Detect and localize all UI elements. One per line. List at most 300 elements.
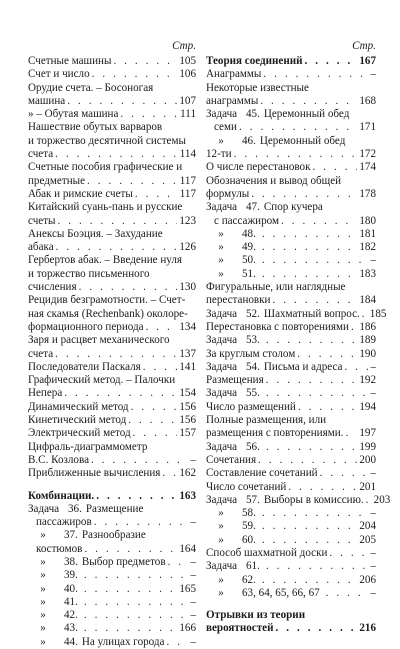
leader-dots bbox=[262, 520, 357, 533]
leader-dots bbox=[168, 556, 189, 569]
toc-entry[interactable] bbox=[28, 201, 196, 214]
entry-page: 162 bbox=[179, 467, 196, 480]
toc-entry[interactable] bbox=[206, 121, 376, 134]
entry-prefix: » bbox=[40, 609, 46, 622]
toc-entry[interactable] bbox=[206, 361, 376, 374]
leader-dots bbox=[162, 467, 177, 480]
entry-page: 174 bbox=[359, 161, 376, 174]
toc-entry[interactable] bbox=[28, 622, 196, 635]
entry-page: – bbox=[370, 360, 376, 373]
entry-page: 156 bbox=[179, 400, 196, 413]
entry-page: – bbox=[370, 254, 376, 267]
entry-number: 43. bbox=[64, 622, 78, 635]
entry-title: » – Обутая машина bbox=[28, 108, 119, 121]
entry-page: 165 bbox=[179, 582, 196, 595]
entry-prefix: Задача bbox=[206, 334, 238, 347]
entry-title: Счетные машины bbox=[28, 55, 112, 67]
entry-number: 36. bbox=[68, 502, 82, 515]
leader-dots bbox=[234, 148, 358, 161]
entry-title: Рецидив безграмотности. – Счет- bbox=[28, 294, 186, 307]
entry-page: – bbox=[370, 507, 376, 520]
leader-dots bbox=[262, 574, 357, 587]
entry-page: – bbox=[190, 516, 196, 529]
leader-dots bbox=[84, 583, 177, 596]
leader-dots bbox=[262, 228, 357, 241]
entry-number: 58. bbox=[242, 507, 256, 520]
entry-title: размещения с повторениями. bbox=[206, 427, 344, 440]
leader-dots bbox=[143, 361, 178, 374]
toc-entry[interactable] bbox=[28, 374, 196, 387]
entry-title: Фигуральные, или наглядные bbox=[206, 281, 346, 294]
toc-entry[interactable] bbox=[206, 148, 376, 161]
leader-dots bbox=[84, 596, 189, 609]
entry-title: Разнообразие bbox=[81, 529, 146, 542]
section-heading-probability-line1[interactable] bbox=[206, 609, 376, 622]
entry-number: 50. bbox=[242, 254, 256, 267]
toc-entry[interactable] bbox=[206, 587, 376, 600]
entry-title: Анексы Боэция. – Захудание bbox=[28, 227, 163, 240]
toc-entry[interactable] bbox=[28, 241, 196, 254]
entry-number: 39. bbox=[64, 569, 78, 582]
leader-dots bbox=[92, 68, 178, 81]
leader-dots bbox=[266, 387, 369, 400]
toc-left-column bbox=[28, 40, 196, 649]
toc-entry[interactable] bbox=[28, 361, 196, 374]
entry-page: – bbox=[190, 635, 196, 648]
page-column-header: Стр. bbox=[352, 40, 376, 52]
entry-page: 105 bbox=[179, 55, 196, 67]
toc-entry[interactable] bbox=[206, 348, 376, 361]
toc-entry[interactable] bbox=[206, 560, 376, 573]
leader-dots bbox=[64, 387, 177, 400]
toc-entry[interactable] bbox=[28, 308, 196, 321]
toc-entry[interactable] bbox=[206, 268, 376, 281]
toc-entry[interactable] bbox=[206, 493, 391, 507]
toc-entry[interactable] bbox=[28, 175, 196, 188]
section-page: 216 bbox=[359, 622, 376, 635]
leader-dots bbox=[276, 622, 358, 635]
toc-entry[interactable] bbox=[28, 95, 196, 108]
entry-title: Непера bbox=[28, 387, 63, 400]
entry-title: с пассажиром bbox=[214, 214, 279, 227]
leader-dots bbox=[131, 401, 178, 414]
entry-title: Последователи Паскаля bbox=[28, 360, 141, 373]
entry-title: Приближенные вычисления bbox=[28, 467, 161, 480]
entry-title: Электрический метод bbox=[28, 427, 131, 440]
toc-entry[interactable] bbox=[28, 609, 196, 622]
leader-dots bbox=[55, 148, 178, 161]
toc-entry[interactable] bbox=[28, 454, 196, 467]
entry-number: 41. bbox=[64, 595, 78, 608]
leader-dots bbox=[263, 68, 368, 81]
leader-dots bbox=[128, 414, 177, 427]
entry-title: Способ шахматной доски bbox=[206, 546, 328, 559]
entry-title: Заря и расцвет механического bbox=[28, 334, 170, 347]
entry-title: анаграммы bbox=[206, 94, 259, 107]
leader-dots bbox=[84, 609, 189, 622]
toc-entry[interactable] bbox=[28, 569, 196, 582]
entry-title: Полные размещения, или bbox=[206, 414, 327, 427]
entry-page: 172 bbox=[359, 148, 376, 161]
leader-dots bbox=[113, 55, 177, 68]
entry-prefix: » bbox=[218, 254, 224, 267]
leader-dots bbox=[79, 281, 178, 294]
toc-entry[interactable] bbox=[206, 108, 376, 121]
section-title-cont: вероятностей bbox=[206, 622, 274, 635]
leader-dots bbox=[135, 188, 178, 201]
entry-page: 199 bbox=[359, 440, 376, 453]
entry-page: – bbox=[370, 467, 376, 480]
entry-prefix: » bbox=[218, 507, 224, 520]
entry-number: 53. bbox=[246, 334, 260, 347]
entry-page: 203 bbox=[373, 493, 391, 506]
leader-dots bbox=[87, 175, 178, 188]
toc-entry[interactable] bbox=[28, 414, 196, 427]
toc-entry[interactable] bbox=[28, 401, 196, 414]
toc-entry[interactable] bbox=[28, 636, 196, 649]
toc-entry[interactable] bbox=[206, 201, 376, 214]
entry-page: 205 bbox=[359, 533, 376, 546]
combinations-entries bbox=[28, 503, 196, 649]
entry-title: машина bbox=[28, 94, 66, 107]
entry-title: счета bbox=[28, 347, 54, 360]
toc-entry[interactable] bbox=[28, 543, 196, 556]
toc-entry[interactable] bbox=[206, 188, 376, 201]
entry-title: формационного периода bbox=[28, 320, 144, 333]
entry-page: 180 bbox=[359, 214, 376, 227]
entry-title: Некоторые известные bbox=[206, 81, 309, 94]
toc-right-column bbox=[206, 40, 391, 649]
entry-number: 45. bbox=[246, 108, 260, 121]
entry-number: 52. bbox=[246, 307, 260, 320]
entry-prefix: » bbox=[218, 134, 224, 147]
entry-page: – bbox=[370, 560, 376, 573]
entry-title: Счет и число bbox=[28, 68, 90, 81]
entry-page: 200 bbox=[359, 453, 376, 466]
entry-title: Обозначения и вывод общей bbox=[206, 174, 342, 187]
toc-entry[interactable] bbox=[206, 387, 376, 400]
entry-prefix: » bbox=[40, 555, 46, 568]
leader-dots bbox=[366, 494, 372, 507]
toc-entry[interactable] bbox=[28, 108, 196, 121]
entry-prefix: Задача bbox=[28, 502, 60, 515]
entry-title: Число размещений bbox=[206, 400, 296, 413]
leader-dots bbox=[329, 547, 368, 560]
leader-dots bbox=[266, 560, 369, 573]
entry-page: 185 bbox=[369, 307, 387, 320]
entry-title: Анаграммы bbox=[206, 68, 262, 81]
entry-prefix: Задача bbox=[206, 201, 238, 214]
entry-page: 117 bbox=[179, 174, 196, 187]
entry-title: семи bbox=[214, 121, 237, 134]
entry-title: 12-ти bbox=[206, 148, 232, 161]
entry-title: Церемонный обед bbox=[263, 108, 350, 121]
toc-entry[interactable] bbox=[28, 55, 196, 68]
leader-dots bbox=[262, 254, 369, 267]
entry-number: 48. bbox=[242, 227, 256, 240]
entry-title: предметные bbox=[28, 174, 86, 187]
leader-dots bbox=[84, 543, 177, 556]
entry-number: 37. bbox=[64, 529, 78, 542]
toc-entry[interactable] bbox=[206, 95, 376, 108]
leader-dots bbox=[266, 441, 357, 454]
entry-number: 46. bbox=[242, 134, 256, 147]
entry-page: 197 bbox=[359, 427, 376, 440]
entry-page: 181 bbox=[359, 227, 376, 240]
toc-entry[interactable] bbox=[206, 467, 376, 480]
entry-title: Выбор предметов bbox=[81, 555, 166, 568]
entry-prefix: » bbox=[218, 573, 224, 586]
toc-entry[interactable] bbox=[206, 68, 376, 81]
toc-entry[interactable] bbox=[206, 161, 376, 174]
entry-title: Число сочетаний bbox=[206, 480, 287, 493]
entry-page: 192 bbox=[359, 374, 376, 387]
toc-entry[interactable] bbox=[206, 228, 376, 241]
toc-entry[interactable] bbox=[206, 574, 376, 587]
entry-page: 157 bbox=[179, 427, 196, 440]
entry-number: 60. bbox=[242, 533, 256, 546]
leader-dots bbox=[298, 401, 358, 414]
entry-title: счеты bbox=[28, 214, 56, 227]
section-page: 163 bbox=[179, 489, 196, 502]
entry-title: Счетные пособия графические и bbox=[28, 161, 183, 174]
toc-entry[interactable] bbox=[206, 401, 376, 414]
entry-title: и торжество письменного bbox=[28, 267, 150, 280]
leader-dots bbox=[273, 294, 358, 307]
toc-entry[interactable] bbox=[206, 254, 376, 267]
entry-title: Выборы в комиссию. bbox=[263, 493, 364, 506]
toc-entry[interactable] bbox=[206, 307, 387, 321]
toc-entry[interactable] bbox=[206, 334, 376, 347]
entry-page: 189 bbox=[359, 334, 376, 347]
toc-entry[interactable] bbox=[28, 294, 196, 307]
entry-prefix: » bbox=[40, 622, 46, 635]
entry-number: 62. bbox=[242, 573, 256, 586]
toc-entry[interactable] bbox=[206, 374, 376, 387]
entry-title: Нашествие обутых варваров bbox=[28, 121, 163, 134]
entry-page: – bbox=[370, 546, 376, 559]
entry-title: Составление сочетаний bbox=[206, 467, 318, 480]
entry-page: – bbox=[370, 586, 376, 599]
left-entries bbox=[28, 55, 196, 481]
section-title: Теория соединений bbox=[206, 55, 303, 67]
entry-page: 168 bbox=[359, 94, 376, 107]
toc-entry[interactable] bbox=[206, 481, 376, 494]
entry-prefix: Задача bbox=[206, 307, 238, 320]
entry-prefix: Задача bbox=[206, 387, 238, 400]
entry-page: 137 bbox=[179, 347, 196, 360]
leader-dots bbox=[326, 587, 369, 600]
leader-dots bbox=[84, 569, 189, 582]
entry-prefix: Задача bbox=[206, 108, 238, 121]
toc-entry[interactable] bbox=[28, 135, 196, 148]
toc-entry[interactable] bbox=[206, 321, 376, 334]
entry-page: 194 bbox=[359, 400, 376, 413]
toc-entry[interactable] bbox=[28, 161, 196, 174]
entry-title: перестановки bbox=[206, 294, 271, 307]
toc-entry[interactable] bbox=[206, 281, 376, 294]
entry-page: 183 bbox=[359, 267, 376, 280]
toc-entry[interactable] bbox=[206, 135, 376, 148]
entry-prefix: » bbox=[218, 241, 224, 254]
leader-dots bbox=[251, 188, 357, 201]
entry-title: Китайский суань-пань и русские bbox=[28, 201, 183, 214]
entry-page: 107 bbox=[179, 94, 196, 107]
toc-entry[interactable] bbox=[28, 556, 196, 569]
entry-title: ная скамья (Rechenbank) околоре- bbox=[28, 307, 188, 320]
entry-page: 166 bbox=[179, 622, 196, 635]
entry-prefix: » bbox=[40, 569, 46, 582]
entry-title: Шахматный вопрос. bbox=[263, 307, 360, 320]
toc-entry[interactable] bbox=[206, 294, 376, 307]
entry-title: счисления bbox=[28, 281, 77, 294]
leader-dots bbox=[262, 507, 369, 520]
entry-page: 171 bbox=[359, 121, 376, 134]
entry-number: 40. bbox=[64, 582, 78, 595]
entry-title: счета bbox=[28, 148, 54, 161]
leader-dots bbox=[320, 467, 369, 480]
leader-dots bbox=[262, 268, 357, 281]
toc-entry[interactable] bbox=[28, 321, 196, 334]
entry-prefix: » bbox=[40, 595, 46, 608]
entry-page: 182 bbox=[359, 241, 376, 254]
entry-page: 123 bbox=[179, 214, 196, 227]
section-heading-theory[interactable] bbox=[206, 55, 376, 68]
toc-entry[interactable] bbox=[28, 583, 196, 596]
entry-page: 204 bbox=[359, 520, 376, 533]
entry-page: – bbox=[190, 555, 196, 568]
toc-entry[interactable] bbox=[28, 215, 196, 228]
leader-dots bbox=[305, 55, 358, 68]
toc-entry[interactable] bbox=[28, 348, 196, 361]
entry-page: – bbox=[190, 453, 196, 466]
toc-entry[interactable] bbox=[206, 507, 376, 520]
entry-title: Церемонный обед bbox=[259, 134, 346, 147]
toc-entry[interactable] bbox=[206, 520, 376, 533]
leader-dots bbox=[266, 374, 358, 387]
entry-title: формулы bbox=[206, 187, 250, 200]
toc-entry[interactable] bbox=[206, 441, 376, 454]
entry-title: Перестановка с повторениями bbox=[206, 320, 349, 333]
entry-title: Абак и римские счеты bbox=[28, 187, 133, 200]
toc-entry[interactable] bbox=[28, 121, 196, 134]
toc-entry[interactable] bbox=[206, 175, 376, 188]
entry-title: Орудие счета. – Босоногая bbox=[28, 81, 154, 94]
toc-entry[interactable] bbox=[28, 281, 196, 294]
entry-title: Графический метод. – Палочки bbox=[28, 374, 176, 387]
toc-entry[interactable] bbox=[28, 529, 196, 542]
toc-entry[interactable] bbox=[206, 414, 376, 427]
toc-entry[interactable] bbox=[28, 427, 196, 440]
entry-title: и торжество десятичной системы bbox=[28, 134, 186, 147]
toc-entry[interactable] bbox=[206, 427, 376, 440]
entry-title: О числе перестановок bbox=[206, 161, 311, 174]
entry-prefix: Задача bbox=[206, 360, 238, 373]
leader-dots bbox=[146, 321, 178, 334]
entry-page: – bbox=[190, 569, 196, 582]
entry-page: 206 bbox=[359, 573, 376, 586]
theory-entries bbox=[206, 68, 391, 600]
toc-entry[interactable] bbox=[28, 441, 196, 454]
toc-entry[interactable] bbox=[206, 82, 376, 95]
section-title: Комбинации. bbox=[28, 489, 95, 502]
leader-dots bbox=[166, 636, 188, 649]
toc-entry[interactable] bbox=[28, 148, 196, 161]
entry-page: 114 bbox=[179, 148, 196, 161]
toc-entry[interactable] bbox=[28, 596, 196, 609]
toc-entry[interactable] bbox=[28, 516, 196, 529]
entry-title: Письма и адреса bbox=[263, 360, 343, 373]
section-page: 167 bbox=[359, 55, 376, 67]
toc-entry[interactable] bbox=[206, 215, 376, 228]
leader-dots bbox=[288, 481, 357, 494]
entry-page: – bbox=[190, 609, 196, 622]
leader-dots bbox=[281, 215, 357, 228]
toc-entry[interactable] bbox=[28, 188, 196, 201]
entry-page: 111 bbox=[180, 108, 196, 121]
leader-dots bbox=[258, 454, 357, 467]
toc-entry[interactable] bbox=[28, 503, 196, 516]
toc-entry[interactable] bbox=[206, 454, 376, 467]
entry-prefix: » bbox=[218, 227, 224, 240]
entry-page: 141 bbox=[179, 360, 196, 373]
leader-dots bbox=[260, 95, 357, 108]
entry-number: 61. bbox=[246, 560, 260, 573]
toc-entry[interactable] bbox=[206, 534, 376, 547]
entry-title: Спор кучера bbox=[263, 201, 323, 214]
entry-page: 117 bbox=[179, 187, 196, 200]
toc-entry[interactable] bbox=[28, 467, 196, 480]
toc-entry[interactable] bbox=[206, 241, 376, 254]
toc-entry[interactable] bbox=[28, 268, 196, 281]
leader-dots bbox=[94, 516, 189, 529]
toc-entry[interactable] bbox=[28, 254, 196, 267]
toc-entry[interactable] bbox=[28, 387, 196, 400]
leader-dots bbox=[297, 348, 357, 361]
entry-page: 154 bbox=[179, 387, 196, 400]
entry-prefix: » bbox=[40, 635, 46, 648]
entry-page: 178 bbox=[359, 187, 376, 200]
entry-title: За круглым столом bbox=[206, 347, 296, 360]
entry-prefix: » bbox=[218, 586, 224, 599]
section-heading-combinations[interactable] bbox=[28, 490, 196, 503]
entry-page: 164 bbox=[179, 542, 196, 555]
entry-number: 55. bbox=[246, 387, 260, 400]
entry-title: костюмов bbox=[36, 542, 83, 555]
toc-entry[interactable] bbox=[28, 68, 196, 81]
toc-entry[interactable] bbox=[28, 334, 196, 347]
toc-entry[interactable] bbox=[206, 547, 376, 560]
toc-entry[interactable] bbox=[28, 228, 196, 241]
entry-prefix: » bbox=[40, 529, 46, 542]
section-heading-probability-line2[interactable] bbox=[206, 622, 376, 635]
leader-dots bbox=[262, 241, 357, 254]
leader-dots bbox=[120, 108, 178, 121]
entry-page: 106 bbox=[179, 68, 196, 81]
entry-title: Динамический метод bbox=[28, 400, 129, 413]
entry-number: 44. bbox=[64, 635, 78, 648]
entry-title: абака bbox=[28, 241, 54, 254]
leader-dots bbox=[266, 334, 357, 347]
entry-title: Размещение bbox=[85, 502, 144, 515]
entry-prefix: Задача bbox=[206, 440, 238, 453]
toc-entry[interactable] bbox=[28, 82, 196, 95]
entry-prefix: Задача bbox=[206, 560, 238, 573]
leader-dots bbox=[58, 215, 178, 228]
entry-page: 134 bbox=[179, 320, 196, 333]
leader-dots bbox=[91, 454, 188, 467]
entry-number: 63, 64, 65, 66, 67 bbox=[242, 586, 320, 599]
